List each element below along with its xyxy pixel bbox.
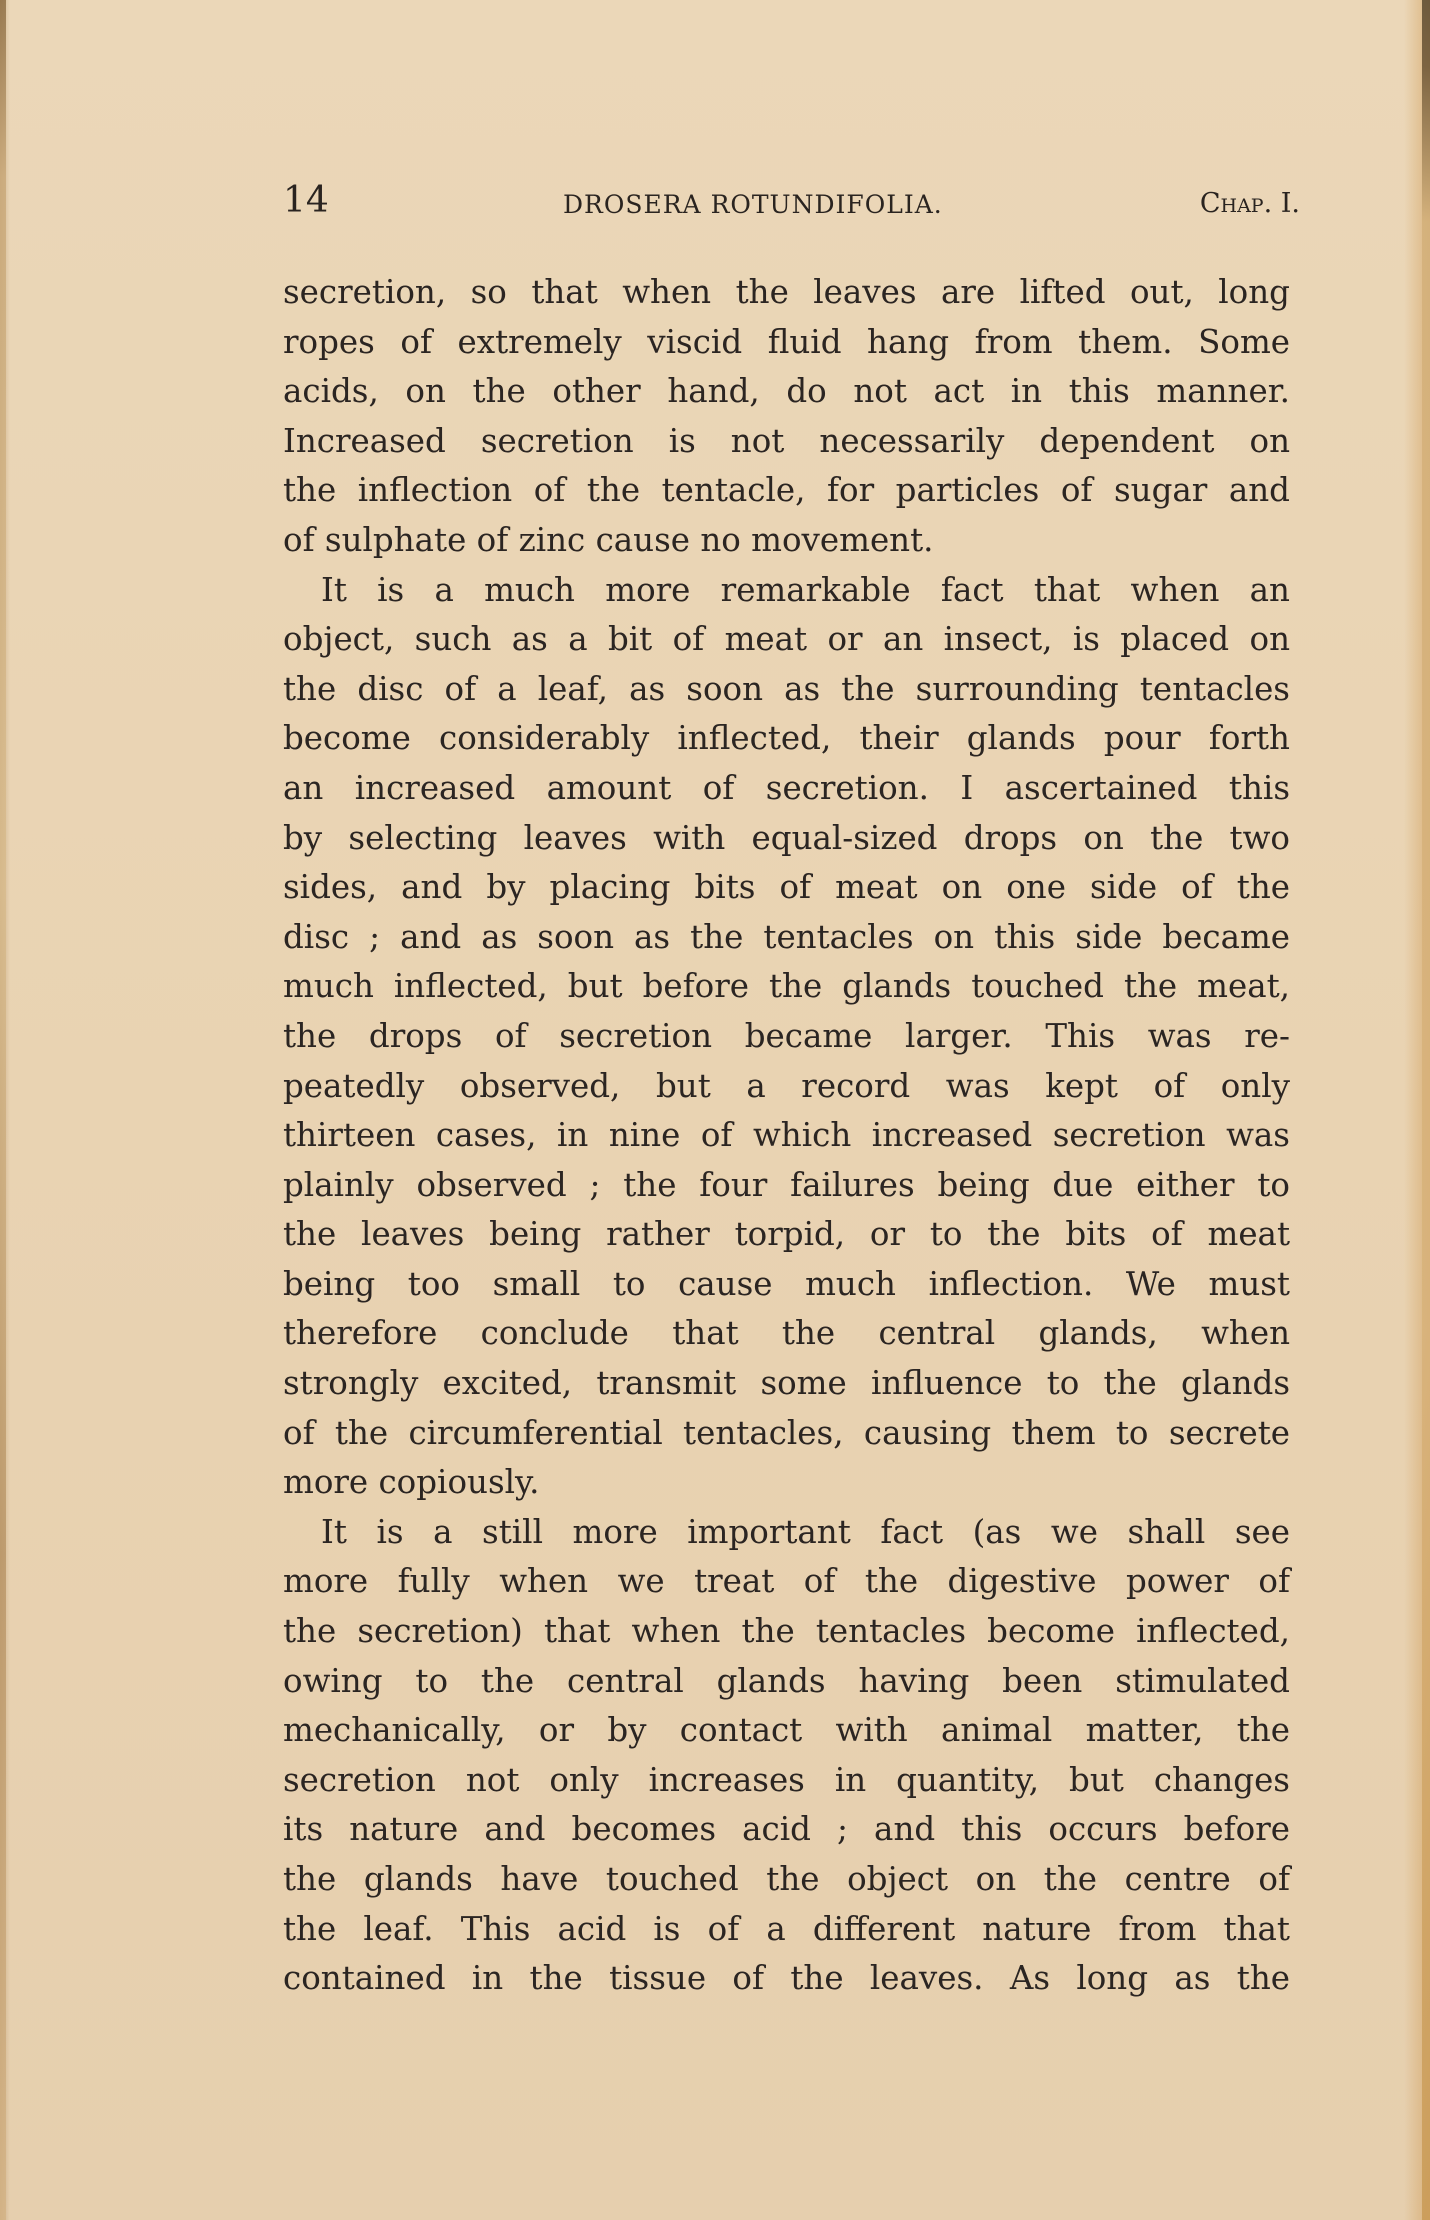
paragraph [283, 1508, 1290, 2004]
text-line: of sulphate of zinc cause no movement. [283, 520, 934, 559]
chapter-reference: Chap. I. [1199, 188, 1300, 219]
text-line: sides, and by placing bits of meat on one side of the [283, 868, 1290, 907]
text-line: the drops of secretion became larger. This was re- [283, 1016, 1290, 1055]
text-line: the inflection of the tentacle, for particles of sugar and [283, 471, 1290, 510]
text-line: peatedly observed, but a record was kept of only [283, 1066, 1290, 1105]
page-number: 14 [283, 180, 329, 221]
text-line: become considerably inflected, their glands pour forth [283, 719, 1290, 758]
text-line: the leaf. This acid is of a different nature from that [283, 1909, 1290, 1948]
text-line: Increased secretion is not necessarily dependent on [283, 421, 1290, 460]
text-line: therefore conclude that the central glands, when [283, 1314, 1290, 1353]
text-line: more copiously. [283, 1463, 540, 1502]
text-line: by selecting leaves with equal-sized drops on the two [283, 818, 1290, 857]
text-line: more fully when we treat of the digestive power of [283, 1562, 1290, 1601]
text-line: secretion not only increases in quantity, but changes [283, 1760, 1290, 1799]
paragraph [283, 268, 1290, 566]
text-line: the leaves being rather torpid, or to the bits of meat [283, 1215, 1290, 1254]
text-line: disc ; and as soon as the tentacles on this side became [283, 917, 1290, 956]
paragraph [283, 566, 1290, 1508]
text-line: being too small to cause much inflection. We must [283, 1264, 1290, 1303]
text-line: the glands have touched the object on the centre of [283, 1860, 1290, 1898]
text-line: its nature and becomes acid ; and this occurs before [283, 1810, 1290, 1849]
text-line: It is a still more important fact (as we shall see [321, 1512, 1290, 1551]
text-line: ropes of extremely viscid fluid hang from them. Some [283, 322, 1290, 361]
text-line: object, such as a bit of meat or an insect, is placed on [283, 620, 1290, 659]
text-line: secretion, so that when the leaves are lifted out, long [283, 273, 1290, 311]
text-line: contained in the tissue of the leaves. As long as the [283, 1959, 1290, 1998]
text-line: thirteen cases, in nine of which increased secretion was [283, 1116, 1290, 1155]
text-line: mechanically, or by contact with animal matter, the [283, 1711, 1290, 1750]
text-line: owing to the central glands having been stimulated [283, 1661, 1290, 1700]
text-line: strongly excited, transmit some influence to the glands [283, 1364, 1290, 1403]
text-line: the disc of a leaf, as soon as the surrounding tentacles [283, 669, 1290, 708]
text-line: an increased amount of secretion. I ascertained this [283, 768, 1290, 807]
text-line: It is a much more remarkable fact that when an [321, 570, 1290, 609]
running-head [283, 180, 1300, 230]
body-text [283, 268, 1290, 2004]
page-right-edge [1422, 0, 1430, 2220]
running-title: DROSERA ROTUNDIFOLIA. [563, 190, 943, 219]
text-line: plainly observed ; the four failures being due either to [283, 1165, 1290, 1204]
text-line: the secretion) that when the tentacles become inflected, [283, 1612, 1290, 1651]
text-line: acids, on the other hand, do not act in this manner. [283, 372, 1290, 411]
page-left-edge [0, 0, 6, 2220]
text-line: much inflected, but before the glands touched the meat, [283, 967, 1290, 1006]
text-line: of the circumferential tentacles, causing them to secrete [283, 1413, 1290, 1452]
